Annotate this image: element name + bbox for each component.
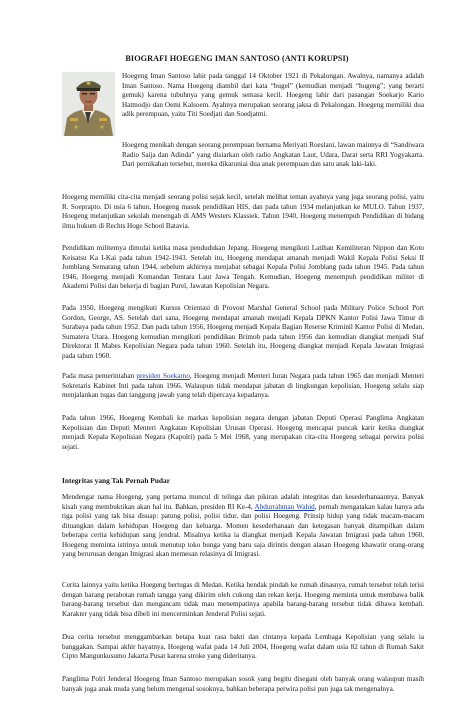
paragraph-soekarno-post: , Hoegeng menjadi Menteri Iuran Negara pada tahun 1965 dan menjadi Menteri Sekretaris Kabinet Inti pada tahun 1966. Walaupun tidak mendapat jabatan di lingkungan kepolisian, Hoegeng selalu siap menjalankan tugas dan tanggung jawab yang telah dipercaya kepadanya. <box>62 372 424 400</box>
paragraph-intro: Hoegeng Iman Santoso lahir pada tanggal 14 Oktober 1921 di Pekalongan. Awalnya, namanya adalah Iman Santoso. Nama Hoegeng diambil dari kata “bugel” (kemudian menjadi “hugeng”; yang berarti gemuk) karena tubuhnya yang gemuk semasa kecil. Hoegeng lahir dari pasangan Soekarjo Kario Hatmodjo dan Oemi Kalsoem. Ayahnya merupakan seorang jaksa di Pekalongan. Hoegeng memiliki dua adik perempuan, yaitu Titi Soedjati dan Soedjatmi. <box>122 72 424 119</box>
paragraph-closing: Panglima Polri Jenderal Hoegeng Iman Santoso merupakan sosok yang begitu disegani oleh banyak orang walaupun masih banyak juga anak muda yang belum mengenal sosoknya, bahkan beberapa perwira polisi pun juga tak mengenalnya. <box>62 675 424 693</box>
paragraph-integrity-pre: Mendengar nama Hoegeng, yang pertama muncul di telinga dan pikiran adalah integritas dan kesederhanaannya. Banyak kisah yang membuktikan akan hal itu. Bahkan, presiden RI Ke-4, <box>62 493 424 511</box>
paragraph-career: Pada 1950, Hoegeng mengikuti Kursus Orientasi di Provost Marshal General School pada Military Police School Port Gordon, George, AS. Setelah dari sana, Hoegeng mendapat amanah menjadi Kepala DPKN Kantor Polisi Jawa Timur di Surabaya pada tahun 1952. Dan pada tahun 1956, Hoegeng menjadi Kepala Bagian Reserse Kriminil Kantor Polisi di Medan, Sumatera Utara. Hoegeng kemudian mengikuti pendidikan Brimob pada tahun 1956 dan kemudian diangkat menjadi Staf Direktorat II Mabes Kepolisian Negara pada tahun 1960. Setelah itu, Hoegeng diangkat menjadi Kepala Jawatan Imigrasi pada tahun 1960. <box>62 304 424 360</box>
paragraph-marriage: Hoegeng menikah dengan seorang perempuan bernama Meriyati Roeslani, lawan mainnya di “Sandiwara Radio Saija dan Adinda” yang disiarkan oleh radio Angkatan Laut, Udara, Darat serta RRI Yogyakarta. Dari pernikahan tersebut, mereka dikaruniai dua anak perempuan dan satu anak laki-laki. <box>122 141 424 169</box>
paragraph-military: Pendidikan militernya dimulai ketika masa pendudukan Jepang. Hoegeng mengikuti Latihan Kemiliteran Nippon dan Koto Keisatsu Ka I-Kai pada tahun 1942-1943. Setelah itu, Hoegeng mendapat amanah menjadi Wakil Kepala Polisi Seksi II Jomblang Semarang tahun 1944, sebelum akhirnya menjabat sebagai Kepala Polisi Jomblang pada tahun 1945. Pada tahun 1946, Hoegeng menjadi Komandan Tentara Laut Jawa Tengah. Kemudian, Hoegeng menempuh pendidikan militer di Akademi Polisi dan bekerja di bagian Purel, Jawatan Kepolisian Negara. <box>62 244 424 291</box>
paragraph-soekarno-pre: Pada masa pemerintahan <box>62 372 137 380</box>
section-heading: Integritas yang Tak Pernah Pudar <box>62 476 171 485</box>
paragraph-education: Hoegeng memiliki cita-cita menjadi seorang polisi sejak kecil, setelah melihat teman ayahnya yang juga seorang polisi, yaitu R. Soeprapto. Di usia 6 tahun, Hoegeng masuk pendidikan HIS, dan pada tahun 1934 melanjutkan ke MULO. Tahun 1937, Hoegeng melanjutkan sekolah menengah di AMS Westers Klassiek. Tahun 1940, Hoegeng menempuh Pendidikan di bidang ilmu hukum di Rechts Hoge School Batavia. <box>62 193 424 230</box>
paragraph-integrity <box>62 493 424 560</box>
paragraph-soekarno-era <box>62 372 424 401</box>
paragraph-kapolri: Pada tahun 1966, Hoegeng Kembali ke markas kepolisian negara dengan jabatan Deputi Operasi Panglima Angkatan Kepolisian dan Deputi Menteri Angkatan Kepolisian Urusan Operasi. Hoegeng mencapai puncak karir ketika diangkat menjadi Kepala Kepolisian Negara (Kapolri) pada 5 Mei 1968, yang merupakan cita-cita Hoegeng sebagai perwira polisi sejati. <box>62 414 424 451</box>
page-title: BIOGRAFI HOEGENG IMAN SANTOSO (ANTI KORUPSI) <box>125 54 349 63</box>
paragraph-legacy: Dua cerita tersebut menggambarkan betapa kuat rasa bakti dan cintanya kepada Lembaga Kepolisian yang selalu ia banggakan. Sampai akhir hayatnya, Hoegeng wafat pada 14 Juli 2004, Hoegeng wafat dalam usia 82 tahun di Rumah Sakit Cipto Mangunkusumo Jakarta Pusat karena stroke yang dideritanya. <box>62 633 424 661</box>
portrait-photo <box>62 72 115 136</box>
link-presiden-soekarno[interactable]: presiden Soekarno <box>136 372 190 380</box>
link-abdurrahman-wahid[interactable]: Abdurrahman Wahid <box>254 502 315 511</box>
paragraph-medan-story: Cerita lainnya yaitu ketika Hoegeng bertugas di Medan. Ketika hendak pindah ke rumah dinasnya, rumah tersebut telah terisi dengan barang perabotan rumah tangga yang dikirim oleh cukong dan rekan kerja. Hoegeng meminta untuk membawa balik barang-barang tersebut dan mengancam tidak mau menempatinya apabila barang-barang tersebut tidak dibawa kembali. Karakter yang tidak bisa dibeli ini mencerminkan Jenderal Polisi sejati. <box>62 581 424 618</box>
paragraph-integrity-post: , pernah mengatakan kalau hanya ada tiga polisi yang tak bisa disuap: patung polisi, polisi tidur, dan polisi Hoegeng. Prinsip hidup yang tidak macam-macam dituangkan dalam kehidupan Hoegeng dan keluarga. Momen kesederhanaan dan ketegasan banyak ditampilkan dalam beberapa cerita kehidupan sang jendral. Misalnya ketika ia diangkat menjadi Kepala Jawatan Imigrasi pada tahun 1960, Hoegeng meminta istrinya untuk menutup toko bunga yang baru saja dirintis dengan alasan Hoegeng khawatir orang-orang yang berurusan dengan Imigrasi akan memesan relasinya di Imigrasi. <box>62 502 424 559</box>
portrait-image <box>62 72 115 136</box>
